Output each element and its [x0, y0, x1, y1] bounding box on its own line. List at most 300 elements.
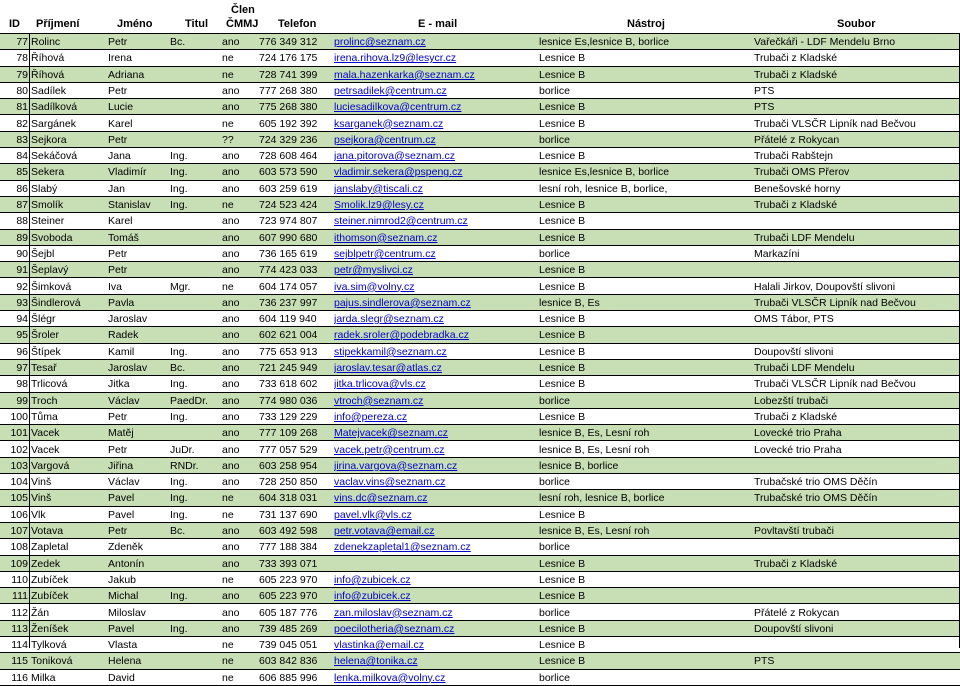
cell-jmeno: Lucie	[108, 101, 134, 114]
table-row	[0, 83, 960, 99]
cell-nastroj: borlice	[539, 247, 570, 260]
cell-nastroj: borlice	[539, 671, 570, 684]
cell-id: 80	[16, 84, 28, 97]
cell-id: 89	[16, 231, 28, 244]
cell-clen: ano	[222, 476, 240, 489]
cell-soubor: Lovecké trio Praha	[754, 443, 842, 456]
cell-email[interactable]: jitka.trlicova@vls.cz	[334, 378, 426, 391]
cell-email[interactable]: pajus.sindlerova@seznam.cz	[334, 296, 471, 309]
table-row	[0, 637, 960, 653]
cell-clen: ano	[222, 410, 240, 423]
table-row	[0, 164, 960, 180]
cell-titul: Ing.	[170, 199, 188, 211]
cell-jmeno: Petr	[108, 84, 128, 97]
cell-jmeno: Michal	[108, 590, 139, 603]
cell-titul: Ing.	[170, 492, 188, 505]
cell-prijmeni: Tesař	[31, 362, 57, 374]
cell-email[interactable]: vaclav.vins@seznam.cz	[334, 476, 446, 489]
cell-telefon: 733 618 602	[259, 378, 318, 391]
cell-clen: ano	[222, 378, 240, 391]
cell-nastroj: borlice	[539, 606, 570, 619]
cell-email[interactable]: jarda.slegr@seznam.cz	[334, 313, 444, 326]
cell-email[interactable]: stipekkamil@seznam.cz	[334, 345, 447, 358]
cell-nastroj: Lesnice B	[539, 639, 586, 652]
cell-email[interactable]: info@zubicek.cz	[334, 573, 411, 586]
cell-prijmeni: Toniková	[31, 655, 73, 668]
cell-soubor: Trubači VLSČR Lipník nad Bečvou	[754, 117, 916, 130]
cell-nastroj: Lesnice B	[539, 280, 586, 293]
cell-telefon: 736 237 997	[259, 296, 318, 309]
cell-id: 99	[16, 394, 28, 407]
cell-clen: ano	[222, 247, 240, 260]
cell-clen: ano	[222, 459, 240, 472]
cell-titul: PaedDr.	[170, 394, 208, 407]
cell-titul: Bc.	[170, 362, 186, 374]
cell-email[interactable]: ksarganek@seznam.cz	[334, 117, 444, 130]
cell-clen: ano	[222, 231, 240, 244]
table-row	[0, 474, 960, 490]
cell-nastroj: Lesnice B	[539, 590, 586, 603]
cell-jmeno: Pavel	[108, 508, 135, 521]
cell-prijmeni: Tůma	[31, 410, 58, 423]
cell-prijmeni: Troch	[31, 394, 58, 407]
cell-email[interactable]: Smolik.lz9@lesy.cz	[334, 199, 424, 211]
cell-clen: ano	[222, 215, 240, 228]
cell-email[interactable]: zdenekzapletal1@seznam.cz	[334, 541, 471, 554]
cell-titul: Bc.	[170, 525, 186, 537]
cell-soubor: Trubači z Kladské	[754, 557, 838, 570]
cell-email[interactable]: petr@myslivci.cz	[334, 264, 413, 277]
cell-email[interactable]: radek.sroler@podebradka.cz	[334, 329, 469, 342]
cell-telefon: 721 245 949	[259, 362, 318, 374]
cell-email[interactable]: petr.votava@email.cz	[334, 525, 435, 537]
cell-telefon: 774 423 033	[259, 264, 318, 277]
cell-clen: ano	[222, 150, 240, 163]
cell-soubor: Trubači z Kladské	[754, 68, 838, 81]
cell-soubor: Trubači LDF Mendelu	[754, 362, 855, 374]
cell-clen: ano	[222, 557, 240, 570]
cell-clen: ano	[222, 443, 240, 456]
table-row	[0, 34, 960, 50]
cell-email[interactable]: info@pereza.cz	[334, 410, 408, 423]
cell-titul: Ing.	[170, 590, 188, 603]
cell-clen: ano	[222, 622, 240, 635]
cell-clen: ano	[222, 313, 240, 326]
cell-jmeno: Petr	[108, 247, 128, 260]
cell-nastroj: Lesnice B	[539, 410, 586, 423]
cell-telefon: 777 057 529	[259, 443, 318, 456]
cell-soubor: PTS	[754, 655, 775, 668]
cell-nastroj: lesnice B, Es, Lesní roh	[539, 427, 650, 440]
cell-email[interactable]: jana.pitorova@seznam.cz	[334, 150, 455, 163]
cell-jmeno: Adriana	[108, 68, 145, 81]
cell-prijmeni: Sadílková	[31, 101, 78, 114]
cell-email[interactable]: info@zubicek.cz	[334, 590, 411, 603]
cell-id: 100	[10, 410, 28, 423]
cell-email[interactable]: iva.sim@volny.cz	[334, 280, 415, 293]
table-row	[0, 621, 960, 637]
cell-prijmeni: Steiner	[31, 215, 65, 228]
cell-prijmeni: Šejbl	[31, 247, 55, 260]
cell-id: 111	[12, 590, 28, 603]
cell-email[interactable]: janslaby@tiscali.cz	[334, 182, 423, 195]
cell-titul: Ing.	[170, 410, 188, 423]
cell-prijmeni: Vargová	[31, 459, 70, 472]
cell-clen: ne	[222, 280, 234, 293]
cell-soubor: Vařečkáři - LDF Mendelu Brno	[754, 36, 896, 48]
cell-nastroj: borlice	[539, 84, 570, 97]
cell-telefon: 724 523 424	[259, 199, 318, 211]
cell-prijmeni: Smolík	[31, 199, 64, 211]
cell-telefon: 605 223 970	[259, 590, 318, 603]
cell-jmeno: Jan	[108, 182, 125, 195]
cell-prijmeni: Ženíšek	[31, 622, 69, 635]
cell-nastroj: borlice	[539, 476, 570, 489]
cell-id: 82	[16, 117, 28, 130]
cell-prijmeni: Rolinc	[31, 36, 61, 48]
cell-email[interactable]: luciesadilkova@centrum.cz	[334, 101, 462, 114]
header-row	[0, 0, 960, 34]
cell-prijmeni: Zapletal	[31, 541, 69, 554]
cell-telefon: 605 223 970	[259, 573, 318, 586]
table-row	[0, 213, 960, 229]
cell-soubor: Trubači OMS Přerov	[754, 166, 850, 179]
cell-prijmeni: Sejkora	[31, 133, 67, 146]
cell-id: 77	[16, 36, 28, 48]
cell-email[interactable]: vtroch@seznam.cz	[334, 394, 424, 407]
cell-nastroj: Lesnice B	[539, 313, 586, 326]
header-soubor: Soubor	[837, 18, 876, 30]
cell-jmeno: Irena	[108, 52, 132, 65]
cell-id: 88	[16, 215, 28, 228]
cell-email[interactable]: vlastinka@email.cz	[334, 639, 425, 652]
cell-id: 85	[16, 166, 28, 179]
table-row	[0, 605, 960, 621]
cell-telefon: 728 741 399	[259, 68, 318, 81]
table-row	[0, 67, 960, 83]
cell-jmeno: David	[108, 671, 135, 684]
cell-telefon: 603 573 590	[259, 166, 318, 179]
table-row	[0, 246, 960, 262]
cell-soubor: Trubači z Kladské	[754, 410, 838, 423]
cell-telefon: 723 974 807	[259, 215, 318, 228]
cell-titul: Ing.	[170, 150, 188, 163]
cell-telefon: 775 268 380	[259, 101, 318, 114]
cell-clen: ne	[222, 671, 234, 684]
cell-soubor: Přátelé z Rokycan	[754, 133, 840, 146]
cell-titul: Ing.	[170, 508, 188, 521]
cell-email[interactable]: irena.rihova.lz9@lesycr.cz	[334, 52, 457, 65]
cell-email[interactable]: zan.miloslav@seznam.cz	[334, 606, 453, 619]
cell-soubor: Trubači VLSČR Lipník nad Bečvou	[754, 378, 916, 391]
cell-jmeno: Petr	[108, 36, 128, 48]
header-telefon: Telefon	[278, 18, 317, 30]
cell-titul: Ing.	[170, 182, 188, 195]
cell-id: 83	[16, 133, 28, 146]
cell-nastroj: lesní roh, lesnice B, borlice,	[539, 182, 668, 195]
cell-id: 90	[16, 247, 28, 260]
cell-nastroj: Lesnice B	[539, 329, 586, 342]
cell-prijmeni: Vlk	[31, 508, 46, 521]
cell-jmeno: Petr	[108, 443, 128, 456]
cell-telefon: 603 842 836	[259, 655, 318, 668]
cell-id: 107	[10, 525, 28, 537]
cell-email[interactable]: prolinc@seznam.cz	[334, 36, 426, 48]
cell-id: 105	[10, 492, 28, 505]
cell-id: 106	[10, 508, 28, 521]
cell-clen: ano	[222, 362, 240, 374]
cell-id: 93	[16, 296, 28, 309]
table-row	[0, 572, 960, 588]
cell-prijmeni: Sadílek	[31, 84, 67, 97]
cell-telefon: 728 608 464	[259, 150, 318, 163]
cell-nastroj: borlice	[539, 394, 570, 407]
cell-telefon: 724 176 175	[259, 52, 318, 65]
header-cmmj: ČMMJ	[226, 18, 259, 30]
cell-clen: ne	[222, 573, 234, 586]
cell-telefon: 733 393 071	[259, 557, 318, 570]
cell-jmeno: Jaroslav	[108, 362, 148, 374]
table-row	[0, 442, 960, 458]
table-row	[0, 360, 960, 376]
cell-id: 95	[16, 329, 28, 342]
cell-nastroj: Lesnice B	[539, 68, 586, 81]
cell-clen: ne	[222, 117, 234, 130]
cell-prijmeni: Zedek	[31, 557, 61, 570]
cell-jmeno: Kamil	[108, 345, 135, 358]
cell-nastroj: Lesnice B	[539, 101, 586, 114]
table-row	[0, 588, 960, 604]
cell-soubor: Trubačské trio OMS Děčín	[754, 476, 878, 489]
cell-id: 103	[10, 459, 28, 472]
cell-jmeno: Karel	[108, 117, 133, 130]
cell-nastroj: lesnice Es,lesnice B, borlice	[539, 36, 670, 48]
cell-titul: Bc.	[170, 36, 186, 48]
table-row	[0, 295, 960, 311]
cell-id: 98	[16, 378, 28, 391]
cell-jmeno: Petr	[108, 133, 128, 146]
cell-clen: ano	[222, 345, 240, 358]
header-clen: Člen	[231, 4, 255, 16]
cell-email[interactable]: psejkora@centrum.cz	[334, 133, 436, 146]
cell-prijmeni: Vinš	[31, 492, 52, 505]
table-row	[0, 311, 960, 327]
cell-nastroj: Lesnice B	[539, 557, 586, 570]
cell-prijmeni: Vinš	[31, 476, 52, 489]
cell-jmeno: Petr	[108, 410, 128, 423]
cell-id: 81	[16, 101, 28, 114]
cell-prijmeni: Šimková	[31, 280, 72, 293]
cell-titul: Ing.	[170, 378, 188, 391]
cell-jmeno: Pavel	[108, 492, 135, 505]
table-row	[0, 376, 960, 392]
cell-telefon: 775 653 913	[259, 345, 318, 358]
cell-nastroj: Lesnice B	[539, 362, 586, 374]
cell-telefon: 728 250 850	[259, 476, 318, 489]
table-row	[0, 523, 960, 539]
header-titul: Titul	[185, 18, 209, 30]
table-row	[0, 539, 960, 555]
table-row	[0, 409, 960, 425]
cell-prijmeni: Žán	[31, 606, 50, 619]
cell-telefon: 604 174 057	[259, 280, 318, 293]
cell-prijmeni: Tylková	[31, 639, 67, 652]
cell-jmeno: Petr	[108, 525, 128, 537]
cell-prijmeni: Trlicová	[31, 378, 68, 391]
cell-soubor: Trubači z Kladské	[754, 52, 838, 65]
cell-prijmeni: Šeplavý	[31, 264, 69, 277]
cell-id: 79	[16, 68, 28, 81]
cell-email[interactable]: sejblpetr@centrum.cz	[334, 247, 436, 260]
cell-nastroj: Lesnice B	[539, 508, 586, 521]
table-row	[0, 279, 960, 295]
cell-prijmeni: Vacek	[31, 427, 60, 440]
cell-telefon: 604 119 940	[259, 313, 317, 326]
cell-titul: Ing.	[170, 476, 188, 489]
cell-titul: Mgr.	[170, 280, 191, 293]
cell-id: 94	[16, 313, 28, 326]
cell-id: 114	[11, 639, 28, 652]
cell-soubor: Trubači VLSČR Lipník nad Bečvou	[754, 296, 916, 309]
cell-soubor: OMS Tábor, PTS	[754, 313, 834, 326]
column-divider	[29, 34, 30, 648]
cell-nastroj: lesnice B, Es, Lesní roh	[539, 525, 650, 537]
cell-id: 115	[11, 655, 28, 668]
cell-jmeno: Pavel	[108, 622, 135, 635]
cell-jmeno: Matěj	[108, 427, 134, 440]
cell-nastroj: Lesnice B	[539, 52, 586, 65]
cell-id: 116	[11, 671, 28, 684]
cell-clen: ne	[222, 508, 234, 521]
cell-clen: ne	[222, 655, 234, 668]
cell-email[interactable]: helena@tonika.cz	[334, 655, 418, 668]
table-row	[0, 393, 960, 409]
cell-jmeno: Stanislav	[108, 199, 151, 211]
cell-telefon: 776 349 312	[259, 36, 318, 48]
cell-clen: ano	[222, 606, 240, 619]
cell-email[interactable]: vacek.petr@centrum.cz	[334, 443, 445, 456]
cell-nastroj: Lesnice B	[539, 622, 586, 635]
cell-email[interactable]: lenka.milkova@volny.cz	[334, 671, 446, 684]
table-row	[0, 344, 960, 360]
cell-soubor: Doupovští slivoni	[754, 345, 834, 358]
cell-email[interactable]: mala.hazenkarka@seznam.cz	[334, 68, 475, 81]
cell-jmeno: Radek	[108, 329, 139, 342]
cell-nastroj: Lesnice B	[539, 378, 586, 391]
cell-email[interactable]: jaroslav.tesar@atlas.cz	[334, 362, 442, 374]
cell-nastroj: lesní roh, lesnice B, borlice	[539, 492, 665, 505]
cell-email[interactable]: vins.dc@seznam.cz	[334, 492, 428, 505]
cell-prijmeni: Zubíček	[31, 590, 69, 603]
table-row	[0, 425, 960, 441]
table-row	[0, 132, 960, 148]
cell-titul: Ing.	[170, 622, 188, 635]
cell-email[interactable]: pavel.vlk@vls.cz	[334, 508, 412, 521]
cell-email[interactable]: vladimir.sekera@pspeng.cz	[334, 166, 463, 179]
cell-prijmeni: Sargánek	[31, 117, 76, 130]
cell-jmeno: Jiřina	[108, 459, 134, 472]
cell-nastroj: Lesnice B	[539, 345, 586, 358]
cell-telefon: 602 621 004	[259, 329, 318, 342]
cell-clen: ne	[222, 639, 234, 652]
cell-email[interactable]: steiner.nimrod2@centrum.cz	[334, 215, 468, 228]
cell-nastroj: borlice	[539, 133, 570, 146]
cell-prijmeni: Šlégr	[31, 313, 56, 326]
cell-prijmeni: Svoboda	[31, 231, 73, 244]
cell-id: 78	[16, 52, 28, 65]
cell-email[interactable]: ithomson@seznam.cz	[334, 231, 438, 244]
table-row	[0, 490, 960, 506]
cell-telefon: 739 485 269	[259, 622, 318, 635]
cell-id: 96	[16, 345, 28, 358]
cell-titul: JuDr.	[170, 443, 195, 456]
table-row	[0, 230, 960, 246]
cell-nastroj: lesnice B, Es	[539, 296, 600, 309]
cell-soubor: Benešovské horny	[754, 182, 841, 195]
cell-jmeno: Antonín	[108, 557, 145, 570]
cell-titul: RNDr.	[170, 459, 199, 472]
cell-email[interactable]: jirina.vargova@seznam.cz	[334, 459, 458, 472]
cell-jmeno: Vlasta	[108, 639, 138, 652]
cell-nastroj: Lesnice B	[539, 199, 586, 211]
cell-jmeno: Iva	[108, 280, 123, 293]
cell-telefon: 604 318 031	[259, 492, 318, 505]
cell-email[interactable]: poecilotheria@seznam.cz	[334, 622, 455, 635]
cell-soubor: Markazíni	[754, 247, 800, 260]
cell-clen: ano	[222, 427, 240, 440]
cell-clen: ??	[222, 133, 234, 146]
cell-jmeno: Tomáš	[108, 231, 139, 244]
cell-id: 86	[16, 182, 28, 195]
cell-id: 84	[16, 150, 28, 163]
cell-prijmeni: Votava	[31, 525, 64, 537]
cell-email[interactable]: petrsadilek@centrum.cz	[334, 84, 447, 97]
cell-jmeno: Zdeněk	[108, 541, 144, 554]
cell-clen: ano	[222, 36, 240, 48]
cell-jmeno: Jitka	[108, 378, 130, 391]
cell-jmeno: Petr	[108, 264, 128, 277]
cell-id: 108	[10, 541, 28, 554]
cell-prijmeni: Vacek	[31, 443, 60, 456]
cell-clen: ne	[222, 492, 234, 505]
cell-telefon: 777 188 384	[259, 541, 318, 554]
cell-jmeno: Václav	[108, 476, 140, 489]
cell-clen: ano	[222, 541, 240, 554]
cell-id: 91	[16, 264, 28, 277]
cell-prijmeni: Šroler	[31, 329, 60, 342]
cell-clen: ano	[222, 394, 240, 407]
cell-jmeno: Vladimír	[108, 166, 147, 179]
cell-nastroj: lesnice B, borlice	[539, 459, 619, 472]
cell-email[interactable]: Matejvacek@seznam.cz	[334, 427, 448, 440]
cell-clen: ano	[222, 182, 240, 195]
header-id: ID	[9, 18, 20, 30]
cell-nastroj: Lesnice B	[539, 573, 586, 586]
table-row	[0, 670, 960, 686]
cell-jmeno: Miloslav	[108, 606, 146, 619]
table-row	[0, 262, 960, 278]
cell-id: 101	[10, 427, 28, 440]
cell-id: 87	[16, 199, 28, 211]
cell-clen: ano	[222, 166, 240, 179]
header-email: E - mail	[418, 18, 458, 30]
table-row	[0, 458, 960, 474]
cell-jmeno: Karel	[108, 215, 133, 228]
cell-jmeno: Jakub	[108, 573, 137, 586]
cell-id: 113	[11, 622, 28, 635]
table-row	[0, 197, 960, 213]
cell-nastroj: lesnice Es,lesnice B, borlice	[539, 166, 670, 179]
